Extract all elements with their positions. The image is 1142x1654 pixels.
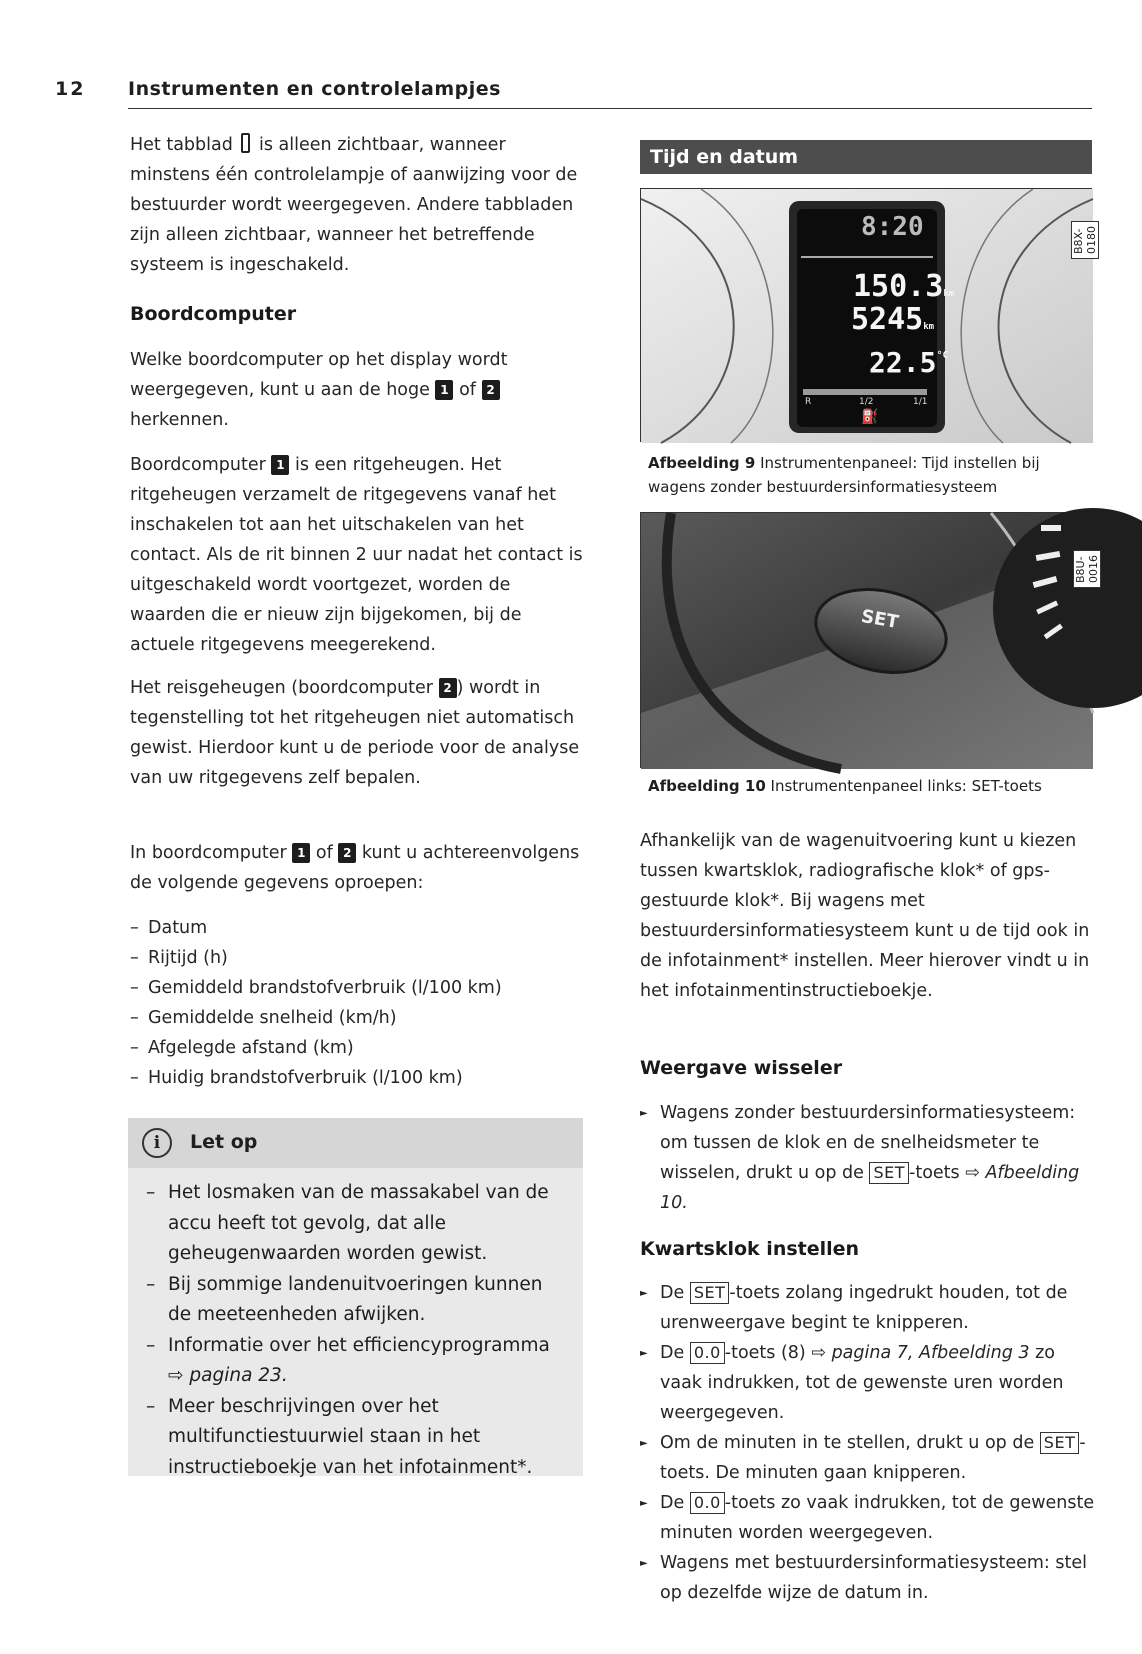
text: Bij sommige landenuitvoeringen kunnen de meeteenheden afwijken. <box>168 1273 543 1325</box>
instruction-item <box>640 1338 1095 1428</box>
text: of <box>315 843 333 863</box>
boordcomputer-paragraph-2 <box>130 450 590 660</box>
note-list <box>146 1178 571 1483</box>
instruction-item <box>640 1278 1095 1338</box>
text: herkennen. <box>130 410 229 430</box>
text: Boordcomputer <box>130 455 266 475</box>
intro-text-after: is alleen zichtbaar, wanneer minstens één controlelampje of aanwijzing voor de bestuurder wordt weergegeven. Andere tabbladen zijn alleen zichtbaar, wanneer het betreffende systeem is ingeschakeld. <box>130 135 578 275</box>
instruction-item <box>640 1428 1095 1488</box>
list-item: – Afgelegde afstand (km) <box>130 1033 590 1063</box>
instruction-item <box>640 1488 1095 1548</box>
text: Het losmaken van de massakabel van de accu heeft tot gevolg, dat alle geheugenwaarden worden gewist. <box>168 1182 549 1264</box>
page-reference-link[interactable]: ⇨ pagina 23. <box>168 1365 288 1386</box>
figure-9 <box>640 188 1098 442</box>
trip-display <box>853 269 954 304</box>
boordcomputer-paragraph-4 <box>130 838 590 898</box>
set-button-illustration <box>641 513 1093 769</box>
page-number: 12 <box>55 78 86 100</box>
figure-10 <box>640 512 1100 768</box>
list-item: – Huidig brandstofverbruik (l/100 km) <box>130 1063 590 1093</box>
page-reference-link[interactable]: ⇨ pagina 7, Afbeelding 3 <box>811 1343 1030 1363</box>
text: Het reisgeheugen (boordcomputer <box>130 678 434 698</box>
set-key-label: SET <box>690 1282 730 1304</box>
set-key-label: SET <box>1040 1432 1080 1454</box>
trip-value: 150.3 <box>853 269 944 304</box>
text: In boordcomputer <box>130 843 287 863</box>
figure-code: B8U-0016 <box>1073 550 1101 588</box>
note-item <box>146 1331 571 1392</box>
trip-unit: km <box>943 289 955 299</box>
text: De <box>660 1343 685 1363</box>
list-item: – Gemiddelde snelheid (km/h) <box>130 1003 590 1033</box>
warning-tab-icon <box>241 133 250 153</box>
figure-9-caption <box>648 451 1088 499</box>
text: Welke boordcomputer op het display wordt weergegeven, kunt u aan de hoge <box>130 350 508 400</box>
note-title: Let op <box>190 1131 258 1153</box>
chapter-title: Instrumenten en controlelampjes <box>128 78 501 100</box>
info-icon: i <box>142 1128 172 1158</box>
text: zo vaak indrukken, tot de gewenste uren worden weergegeven. <box>660 1343 1064 1423</box>
gauge-half-label: 1/2 <box>859 397 874 407</box>
text: kunt u achtereenvolgens de volgende gegevens oproepen: <box>130 843 580 893</box>
caption-text: Instrumentenpaneel: Tijd instellen bij wagens zonder bestuurdersinformatiesysteem <box>648 454 1040 496</box>
list-item: – Gemiddeld brandstofverbruik (l/100 km) <box>130 973 590 1003</box>
text: -toets zolang ingedrukt houden, tot de urenweergave begint te knipperen. <box>660 1283 1068 1333</box>
number-badge-1: 1 <box>292 843 310 863</box>
number-badge-2: 2 <box>338 843 356 863</box>
boordcomputer-heading: Boordcomputer <box>130 303 297 325</box>
text: -toets <box>909 1163 960 1183</box>
text: -toets (8) <box>724 1343 806 1363</box>
instruction-item <box>640 1098 1095 1218</box>
text: -toets. De minuten gaan knipperen. <box>660 1433 1086 1483</box>
text: -toets zo vaak indrukken, tot de gewenste minuten worden weergegeven. <box>660 1493 1095 1543</box>
text: De <box>660 1283 685 1303</box>
caption-label: Afbeelding 10 <box>648 777 766 795</box>
time-intro-paragraph: Afhankelijk van de wagenuitvoering kunt u kiezen tussen kwartsklok, radiografische klok* of gps-gestuurde klok*. Bij wagens met bestuurdersinformatiesysteem kunt u de tijd ook in de infotainment* instellen. Meer hierover vindt u in het infotainmentinstructieboekje. <box>640 831 1090 1001</box>
number-badge-2: 2 <box>439 678 457 698</box>
boordcomputer-paragraph-3 <box>130 673 590 793</box>
figure-code: B8X-0180 <box>1071 221 1099 259</box>
text: Wagens met bestuurdersinformatiesysteem: stel op dezelfde wijze de datum in. <box>660 1553 1087 1603</box>
note-item <box>146 1270 571 1331</box>
reset-key-label: 0.0 <box>690 1492 725 1514</box>
number-badge-1: 1 <box>271 455 289 475</box>
caption-label: Afbeelding 9 <box>648 454 756 472</box>
header-divider <box>128 108 1092 109</box>
temp-unit: °C <box>936 350 949 361</box>
clock-display: 8:20 <box>861 212 924 242</box>
section-title-bar: Tijd en datum <box>640 140 1092 174</box>
list-item: – Rijtijd (h) <box>130 943 590 973</box>
text: is een ritgeheugen. Het ritgeheugen verzamelt de ritgegevens vanaf het inschakelen tot aan het uitschakelen van het contact. Als de rit binnen 2 uur nadat het contact is uitgeschakeld wordt voortgezet, worden de waarden die er nieuw zijn bijgekomen, bij de actuele ritgegevens meegerekend. <box>130 455 583 655</box>
list-item: – Datum <box>130 913 590 943</box>
note-header <box>128 1118 583 1168</box>
gauge-full-label: 1/1 <box>913 397 928 407</box>
intro-text-before: Het tabblad <box>130 135 233 155</box>
text: of <box>459 380 476 400</box>
text: Meer beschrijvingen over het multifunctiestuurwiel staan in het instructieboekje van het infotainment*. <box>168 1395 533 1478</box>
number-badge-1: 1 <box>435 380 453 400</box>
fuel-pump-icon: ⛽ <box>861 409 879 425</box>
text: Wagens zonder bestuurdersinformatiesysteem: om tussen de klok en de snelheidsmeter te wisselen, drukt u op de <box>660 1103 1076 1183</box>
figure-10-caption <box>648 774 1088 798</box>
odometer-unit: km <box>923 322 935 332</box>
gauge-r-label: R <box>805 397 812 407</box>
text: Informatie over het efficiencyprogramma <box>168 1334 550 1356</box>
number-badge-2: 2 <box>482 380 500 400</box>
kwartsklok-heading: Kwartsklok instellen <box>640 1238 860 1260</box>
figure-reference-link[interactable]: ⇨ Afbeelding 10. <box>660 1163 1080 1213</box>
text: Om de minuten in te stellen, drukt u op de <box>660 1433 1035 1453</box>
text: ) wordt in tegenstelling tot het ritgeheugen niet automatisch gewist. Hierdoor kunt u de periode voor de analyse van uw ritgegevens zelf bepalen. <box>130 678 580 788</box>
boordcomputer-paragraph-1 <box>130 345 590 435</box>
intro-paragraph <box>130 130 590 280</box>
set-key-label: SET <box>869 1162 909 1184</box>
temperature-display <box>869 346 948 379</box>
odometer-display <box>851 302 934 337</box>
caption-text: Instrumentenpaneel links: SET-toets <box>770 777 1042 795</box>
set-button: SET <box>859 605 901 634</box>
temp-value: 22.5 <box>869 346 937 379</box>
data-list <box>130 913 590 1093</box>
instruction-item <box>640 1548 1095 1608</box>
text: De <box>660 1493 685 1513</box>
note-item <box>146 1178 571 1270</box>
kwartsklok-list <box>640 1278 1095 1608</box>
note-item <box>146 1392 571 1484</box>
reset-key-label: 0.0 <box>690 1342 725 1364</box>
odometer-value: 5245 <box>851 302 924 337</box>
weergave-heading: Weergave wisseler <box>640 1057 843 1079</box>
note-box <box>128 1118 583 1476</box>
weergave-list <box>640 1098 1095 1218</box>
